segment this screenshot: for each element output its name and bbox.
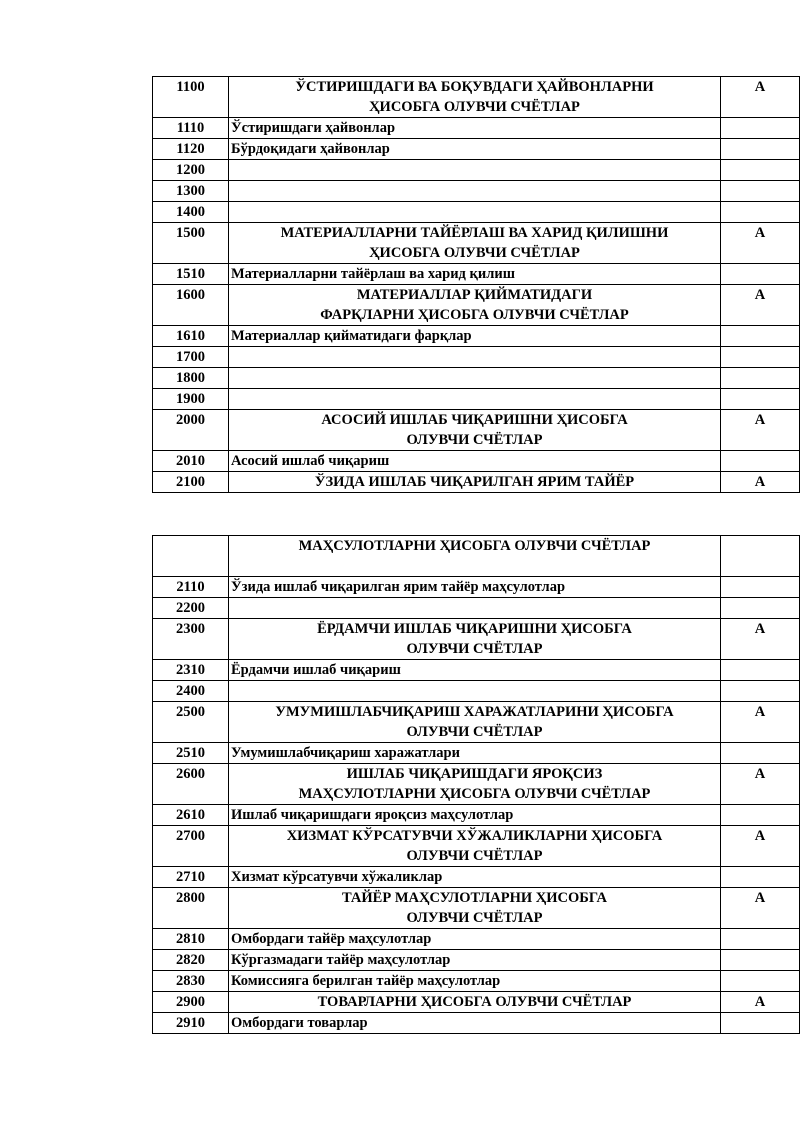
description-line: Асосий ишлаб чиқариш — [231, 453, 390, 469]
account-code: 2000 — [153, 410, 229, 451]
account-type-indicator — [721, 118, 800, 139]
account-row — [153, 368, 800, 389]
account-name — [229, 598, 721, 619]
account-name — [229, 389, 721, 410]
account-type-indicator: А — [721, 619, 800, 660]
account-code: 1400 — [153, 202, 229, 223]
account-type-indicator — [721, 805, 800, 826]
account-row — [153, 929, 800, 950]
account-row — [153, 347, 800, 368]
account-name — [229, 805, 721, 826]
accounts-table-1 — [152, 76, 800, 493]
account-name — [229, 577, 721, 598]
account-type-indicator — [721, 577, 800, 598]
account-row — [153, 598, 800, 619]
description-line: ЎЗИДА ИШЛАБ ЧИҚАРИЛГАН ЯРИМ ТАЙЁР — [314, 474, 635, 490]
description-line: ИШЛАБ ЧИҚАРИШДАГИ ЯРОҚСИЗ — [346, 766, 603, 782]
description-line: Ўстиришдаги ҳайвонлар — [231, 120, 396, 136]
description-line: Хизмат кўрсатувчи хўжаликлар — [231, 869, 443, 885]
account-code: 1510 — [153, 264, 229, 285]
account-type-indicator — [721, 139, 800, 160]
account-group-title — [229, 888, 721, 929]
account-type-indicator — [721, 264, 800, 285]
account-group-row — [153, 77, 800, 118]
description-line: ҲИСОБГА ОЛУВЧИ СЧЁТЛАР — [369, 99, 580, 115]
account-group-row — [153, 410, 800, 451]
account-group-title — [229, 77, 721, 118]
account-type-indicator — [721, 743, 800, 764]
account-type-indicator — [721, 181, 800, 202]
account-code: 1600 — [153, 285, 229, 326]
description-line: МАТЕРИАЛЛАР ҚИЙМАТИДАГИ — [356, 287, 593, 303]
account-code: 2010 — [153, 451, 229, 472]
account-group-title — [229, 992, 721, 1013]
accounts-table-2 — [152, 535, 800, 1034]
account-name — [229, 202, 721, 223]
account-group-title — [229, 285, 721, 326]
account-code: 1500 — [153, 223, 229, 264]
account-name — [229, 451, 721, 472]
account-group-row — [153, 619, 800, 660]
account-row — [153, 1013, 800, 1034]
account-name — [229, 867, 721, 888]
account-code: 2400 — [153, 681, 229, 702]
account-code: 2300 — [153, 619, 229, 660]
account-row — [153, 660, 800, 681]
account-name — [229, 118, 721, 139]
description-line: Ишлаб чиқаришдаги яроқсиз маҳсулотлар — [231, 807, 514, 823]
description-line: ТОВАРЛАРНИ ҲИСОБГА ОЛУВЧИ СЧЁТЛАР — [317, 994, 632, 1010]
account-type-indicator — [721, 971, 800, 992]
account-code: 2500 — [153, 702, 229, 743]
account-name — [229, 743, 721, 764]
account-code: 2110 — [153, 577, 229, 598]
account-row — [153, 202, 800, 223]
account-name — [229, 326, 721, 347]
account-group-row — [153, 764, 800, 805]
account-name — [229, 971, 721, 992]
description-line: ОЛУВЧИ СЧЁТЛАР — [406, 724, 543, 740]
account-type-indicator: А — [721, 702, 800, 743]
account-row — [153, 160, 800, 181]
account-row — [153, 681, 800, 702]
description-line: Омбордаги товарлар — [231, 1015, 368, 1031]
account-row — [153, 118, 800, 139]
description-line: ЎСТИРИШДАГИ ВА БОҚУВДАГИ ҲАЙВОНЛАРНИ — [295, 79, 654, 95]
account-type-indicator: А — [721, 472, 800, 493]
account-code: 2510 — [153, 743, 229, 764]
account-code: 2830 — [153, 971, 229, 992]
account-name — [229, 347, 721, 368]
description-line: Умумишлабчиқариш харажатлари — [231, 745, 460, 761]
account-row — [153, 264, 800, 285]
account-type-indicator — [721, 660, 800, 681]
account-code: 1610 — [153, 326, 229, 347]
account-row — [153, 389, 800, 410]
description-line: МАҲСУЛОТЛАРНИ ҲИСОБГА ОЛУВЧИ СЧЁТЛАР — [298, 786, 651, 802]
description-line: ОЛУВЧИ СЧЁТЛАР — [406, 848, 543, 864]
description-line: Комиссияга берилган тайёр маҳсулотлар — [231, 973, 501, 989]
account-type-indicator: А — [721, 223, 800, 264]
account-name — [229, 181, 721, 202]
description-line: МАТЕРИАЛЛАРНИ ТАЙЁРЛАШ ВА ХАРИД ҚИЛИШНИ — [280, 225, 669, 241]
account-type-indicator — [721, 929, 800, 950]
account-code: 1900 — [153, 389, 229, 410]
account-code: 1120 — [153, 139, 229, 160]
account-code: 1800 — [153, 368, 229, 389]
description-line: Омбордаги тайёр маҳсулотлар — [231, 931, 432, 947]
account-type-indicator — [721, 368, 800, 389]
account-type-indicator — [721, 867, 800, 888]
account-row — [153, 139, 800, 160]
account-code: 2310 — [153, 660, 229, 681]
account-type-indicator — [721, 950, 800, 971]
account-name — [229, 368, 721, 389]
account-code: 1200 — [153, 160, 229, 181]
account-type-indicator — [721, 1013, 800, 1034]
account-type-indicator — [721, 598, 800, 619]
account-code: 2100 — [153, 472, 229, 493]
account-group-title — [229, 223, 721, 264]
account-code: 2800 — [153, 888, 229, 929]
account-name — [229, 264, 721, 285]
description-line: УМУМИШЛАБЧИҚАРИШ ХАРАЖАТЛАРИНИ ҲИСОБГА — [275, 704, 674, 720]
account-type-indicator — [721, 389, 800, 410]
account-row — [153, 950, 800, 971]
account-row — [153, 181, 800, 202]
account-type-indicator: А — [721, 77, 800, 118]
account-type-indicator — [721, 536, 800, 577]
account-code: 1110 — [153, 118, 229, 139]
account-type-indicator: А — [721, 992, 800, 1013]
account-group-row — [153, 285, 800, 326]
account-type-indicator: А — [721, 285, 800, 326]
account-type-indicator — [721, 681, 800, 702]
account-group-title — [229, 619, 721, 660]
account-code: 2700 — [153, 826, 229, 867]
account-code: 2810 — [153, 929, 229, 950]
account-code: 2910 — [153, 1013, 229, 1034]
account-row — [153, 326, 800, 347]
account-code: 1300 — [153, 181, 229, 202]
account-group-title — [229, 410, 721, 451]
account-code: 2600 — [153, 764, 229, 805]
account-row — [153, 451, 800, 472]
account-row — [153, 867, 800, 888]
account-type-indicator — [721, 451, 800, 472]
account-group-title — [229, 826, 721, 867]
description-line: Кўргазмадаги тайёр маҳсулотлар — [231, 952, 451, 968]
description-line: ҲИСОБГА ОЛУВЧИ СЧЁТЛАР — [369, 245, 580, 261]
description-line: ОЛУВЧИ СЧЁТЛАР — [406, 910, 543, 926]
account-group-title — [229, 536, 721, 577]
account-type-indicator: А — [721, 888, 800, 929]
account-type-indicator: А — [721, 764, 800, 805]
description-line: МАҲСУЛОТЛАРНИ ҲИСОБГА ОЛУВЧИ СЧЁТЛАР — [298, 538, 651, 554]
account-code: 2710 — [153, 867, 229, 888]
description-line: ЁРДАМЧИ ИШЛАБ ЧИҚАРИШНИ ҲИСОБГА — [317, 621, 632, 637]
description-line: ОЛУВЧИ СЧЁТЛАР — [406, 641, 543, 657]
account-row — [153, 743, 800, 764]
account-row — [153, 971, 800, 992]
description-line: Материалларни тайёрлаш ва харид қилиш — [231, 266, 515, 282]
account-type-indicator — [721, 326, 800, 347]
account-group-row — [153, 702, 800, 743]
account-name — [229, 681, 721, 702]
account-group-title — [229, 472, 721, 493]
account-code: 2820 — [153, 950, 229, 971]
description-line: ТАЙЁР МАҲСУЛОТЛАРНИ ҲИСОБГА — [341, 890, 608, 906]
account-type-indicator: А — [721, 410, 800, 451]
account-name — [229, 1013, 721, 1034]
account-code: 2900 — [153, 992, 229, 1013]
account-name — [229, 929, 721, 950]
description-line: ФАРҚЛАРНИ ҲИСОБГА ОЛУВЧИ СЧЁТЛАР — [320, 307, 629, 323]
account-name — [229, 660, 721, 681]
description-line: Бўрдоқидаги ҳайвонлар — [231, 141, 390, 157]
account-group-row — [153, 536, 800, 577]
account-group-row — [153, 472, 800, 493]
account-group-row — [153, 826, 800, 867]
account-name — [229, 950, 721, 971]
description-line: ОЛУВЧИ СЧЁТЛАР — [406, 432, 543, 448]
account-code: 2610 — [153, 805, 229, 826]
account-code — [153, 536, 229, 577]
account-type-indicator — [721, 347, 800, 368]
account-code: 2200 — [153, 598, 229, 619]
description-line: Ёрдамчи ишлаб чиқариш — [231, 662, 401, 678]
description-line: Ўзида ишлаб чиқарилган ярим тайёр маҳсулотлар — [231, 579, 566, 595]
account-group-row — [153, 992, 800, 1013]
account-row — [153, 577, 800, 598]
account-code: 1100 — [153, 77, 229, 118]
account-type-indicator — [721, 160, 800, 181]
description-line: АСОСИЙ ИШЛАБ ЧИҚАРИШНИ ҲИСОБГА — [321, 412, 628, 428]
description-line: ХИЗМАТ КЎРСАТУВЧИ ХЎЖАЛИКЛАРНИ ҲИСОБГА — [286, 828, 663, 844]
account-group-title — [229, 702, 721, 743]
account-group-row — [153, 888, 800, 929]
account-row — [153, 805, 800, 826]
account-name — [229, 139, 721, 160]
account-group-title — [229, 764, 721, 805]
account-group-row — [153, 223, 800, 264]
description-line: Материаллар қийматидаги фарқлар — [231, 328, 472, 344]
account-code: 1700 — [153, 347, 229, 368]
account-type-indicator — [721, 202, 800, 223]
account-name — [229, 160, 721, 181]
account-type-indicator: А — [721, 826, 800, 867]
